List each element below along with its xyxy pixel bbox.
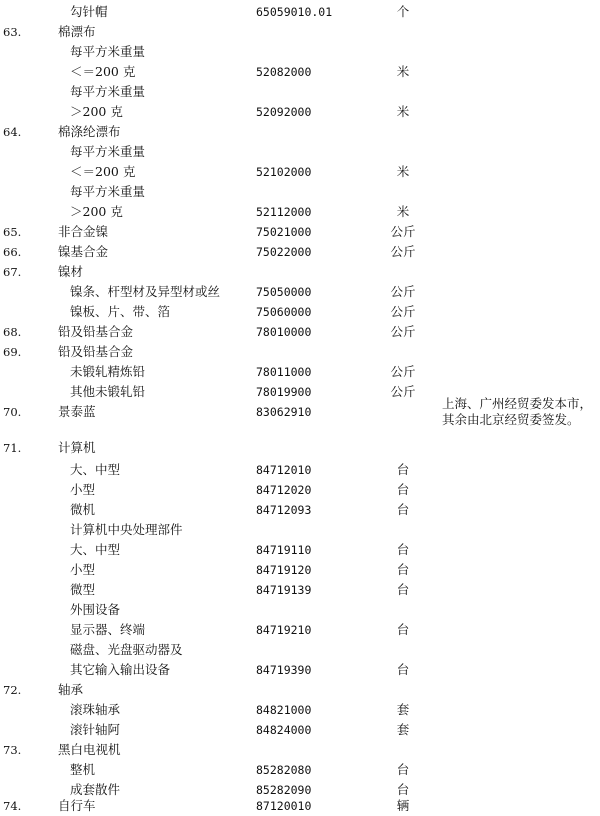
hs-code: 84719120 xyxy=(256,563,312,577)
unit-of-measure: 套 xyxy=(396,702,410,717)
item-name: 滚针轴阿 xyxy=(70,722,121,737)
table-row xyxy=(0,500,600,520)
table-row xyxy=(0,760,600,780)
item-name: 磁盘、光盘驱动器及 xyxy=(70,642,183,657)
item-name: 每平方米重量 xyxy=(70,84,146,99)
hs-code: 78011000 xyxy=(256,365,312,379)
table-row xyxy=(0,222,600,242)
item-name: 自行车 xyxy=(58,798,96,813)
table-row xyxy=(0,2,600,22)
table-row xyxy=(0,460,600,480)
unit-of-measure: 公斤 xyxy=(390,304,416,319)
hs-code: 78010000 xyxy=(256,325,312,339)
item-name: 大、中型 xyxy=(70,542,121,557)
hs-code: 52082000 xyxy=(256,65,312,79)
unit-of-measure: 台 xyxy=(396,622,410,637)
table-row xyxy=(0,322,600,342)
item-name: ＜＝200 克 xyxy=(70,164,136,179)
unit-of-measure: 个 xyxy=(396,4,410,19)
table-row xyxy=(0,660,600,680)
item-name: 微机 xyxy=(70,502,96,517)
item-number: 67. xyxy=(3,265,22,279)
table-row xyxy=(0,182,600,202)
item-name: 镍条、杆型材及异型材或丝 xyxy=(70,284,221,299)
hs-code: 84719210 xyxy=(256,623,312,637)
item-name: 大、中型 xyxy=(70,462,121,477)
unit-of-measure: 公斤 xyxy=(390,384,416,399)
item-name: 勾针帽 xyxy=(70,4,108,19)
item-name: 成套散件 xyxy=(70,782,121,797)
unit-of-measure: 公斤 xyxy=(390,284,416,299)
unit-of-measure: 辆 xyxy=(396,798,410,813)
item-name: 每平方米重量 xyxy=(70,44,146,59)
table-row xyxy=(0,438,600,458)
item-name: 滚珠轴承 xyxy=(70,702,121,717)
unit-of-measure: 公斤 xyxy=(390,224,416,239)
unit-of-measure: 套 xyxy=(396,722,410,737)
item-name: 显示器、终端 xyxy=(70,622,146,637)
item-name: 整机 xyxy=(70,762,96,777)
table-row xyxy=(0,720,600,740)
unit-of-measure: 台 xyxy=(396,582,410,597)
table-row xyxy=(0,162,600,182)
unit-of-measure: 台 xyxy=(396,782,410,797)
table-row xyxy=(0,560,600,580)
hs-code: 75021000 xyxy=(256,225,312,239)
table-row xyxy=(0,680,600,700)
item-number: 65. xyxy=(3,225,22,239)
table-row xyxy=(0,82,600,102)
item-number: 70. xyxy=(3,405,22,419)
table-row xyxy=(0,202,600,222)
item-name: 棉漂布 xyxy=(58,24,96,39)
item-name: 其他未锻轧铅 xyxy=(70,384,146,399)
unit-of-measure: 台 xyxy=(396,562,410,577)
hs-code: 75060000 xyxy=(256,305,312,319)
item-number: 69. xyxy=(3,345,22,359)
unit-of-measure: 台 xyxy=(396,762,410,777)
item-name: 每平方米重量 xyxy=(70,144,146,159)
table-row xyxy=(0,796,600,816)
table-row xyxy=(0,640,600,660)
item-name: 黑白电视机 xyxy=(58,742,121,757)
table-row xyxy=(0,520,600,540)
table-row xyxy=(0,42,600,62)
table-row xyxy=(0,580,600,600)
hs-code: 52112000 xyxy=(256,205,312,219)
item-number: 68. xyxy=(3,325,22,339)
item-name: 镍材 xyxy=(58,264,84,279)
table-row xyxy=(0,22,600,42)
item-name: 小型 xyxy=(70,482,96,497)
hs-code: 78019900 xyxy=(256,385,312,399)
unit-of-measure: 米 xyxy=(396,64,410,79)
note-line-1: 上海、广州经贸委发本市， xyxy=(442,396,593,411)
table-row xyxy=(0,700,600,720)
table-row xyxy=(0,342,600,362)
item-name: 微型 xyxy=(70,582,96,597)
item-number: 74. xyxy=(3,799,22,813)
hs-code: 52102000 xyxy=(256,165,312,179)
item-name: 每平方米重量 xyxy=(70,184,146,199)
hs-code: 84712020 xyxy=(256,483,312,497)
table-row xyxy=(0,102,600,122)
item-name: 计算机 xyxy=(58,440,96,455)
unit-of-measure: 台 xyxy=(396,462,410,477)
hs-code: 84719139 xyxy=(256,583,312,597)
unit-of-measure: 公斤 xyxy=(390,324,416,339)
unit-of-measure: 公斤 xyxy=(390,364,416,379)
item-number: 63. xyxy=(3,25,22,39)
item-name: ＞200 克 xyxy=(70,104,123,119)
item-name: 小型 xyxy=(70,562,96,577)
note-line-2: 其余由北京经贸委签发。 xyxy=(442,412,580,427)
item-name: 棉涤纶漂布 xyxy=(58,124,121,139)
table-row xyxy=(0,242,600,262)
item-name: 计算机中央处理部件 xyxy=(70,522,183,537)
table-row xyxy=(0,362,600,382)
hs-code: 84821000 xyxy=(256,703,312,717)
unit-of-measure: 米 xyxy=(396,164,410,179)
unit-of-measure: 米 xyxy=(396,104,410,119)
unit-of-measure: 台 xyxy=(396,502,410,517)
item-name: 非合金镍 xyxy=(58,224,109,239)
unit-of-measure: 米 xyxy=(396,204,410,219)
table-row xyxy=(0,540,600,560)
table-row xyxy=(0,62,600,82)
table-row xyxy=(0,600,600,620)
hs-code: 75050000 xyxy=(256,285,312,299)
item-name: 铅及铅基合金 xyxy=(58,324,134,339)
hs-code: 84824000 xyxy=(256,723,312,737)
hs-code: 87120010 xyxy=(256,799,312,813)
issuing-authority-note xyxy=(442,396,600,428)
item-name: 镍基合金 xyxy=(58,244,109,259)
item-number: 71. xyxy=(3,441,22,455)
table-row xyxy=(0,262,600,282)
table-row xyxy=(0,480,600,500)
item-name: ＞200 克 xyxy=(70,204,123,219)
unit-of-measure: 公斤 xyxy=(390,244,416,259)
table-row xyxy=(0,620,600,640)
table-row xyxy=(0,142,600,162)
item-name: ＜＝200 克 xyxy=(70,64,136,79)
item-number: 64. xyxy=(3,125,22,139)
unit-of-measure: 台 xyxy=(396,482,410,497)
hs-code: 65059010.01 xyxy=(256,5,333,19)
item-number: 66. xyxy=(3,245,22,259)
table-row xyxy=(0,740,600,760)
table-row xyxy=(0,282,600,302)
item-name: 未锻轧精炼铅 xyxy=(70,364,146,379)
hs-code: 85282080 xyxy=(256,763,312,777)
unit-of-measure: 台 xyxy=(396,542,410,557)
hs-code: 84712010 xyxy=(256,463,312,477)
hs-code: 84719390 xyxy=(256,663,312,677)
item-number: 72. xyxy=(3,683,22,697)
item-name: 景泰蓝 xyxy=(58,404,96,419)
item-name: 轴承 xyxy=(58,682,84,697)
item-name: 铅及铅基合金 xyxy=(58,344,134,359)
table-row xyxy=(0,302,600,322)
hs-code: 84719110 xyxy=(256,543,312,557)
hs-code: 52092000 xyxy=(256,105,312,119)
hs-code: 75022000 xyxy=(256,245,312,259)
hs-code: 85282090 xyxy=(256,783,312,797)
unit-of-measure: 台 xyxy=(396,662,410,677)
item-name: 其它输入输出设备 xyxy=(70,662,171,677)
hs-code: 83062910 xyxy=(256,405,312,419)
item-number: 73. xyxy=(3,743,22,757)
table-row xyxy=(0,122,600,142)
item-name: 镍板、片、带、箔 xyxy=(70,304,171,319)
item-name: 外围设备 xyxy=(70,602,121,617)
hs-code: 84712093 xyxy=(256,503,312,517)
